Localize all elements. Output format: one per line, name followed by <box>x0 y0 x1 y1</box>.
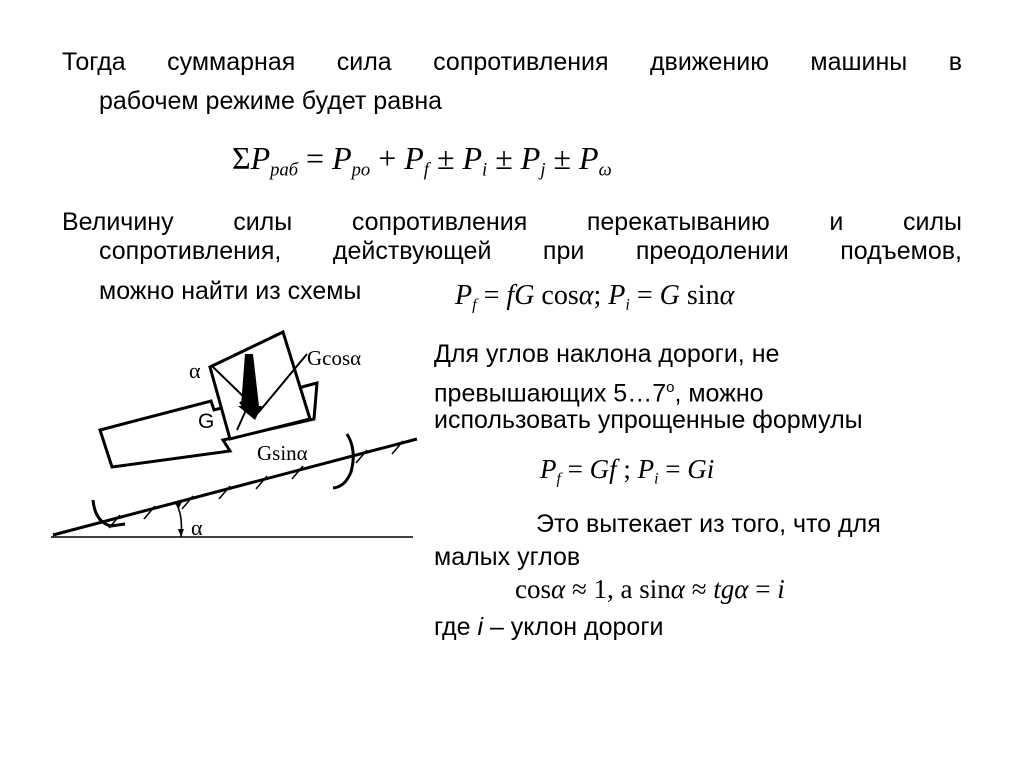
paragraph-3-line-3: использовать упрощенные формулы <box>434 406 863 434</box>
paragraph-3-line-1: Для углов наклона дороги, не <box>434 340 780 368</box>
formula-pf-pi: $P_f$ = fG cosα; $P_i = G$ sinα <box>455 280 735 314</box>
degree-mark: о <box>666 379 675 396</box>
gcos-label: Gcosα <box>307 346 362 370</box>
paragraph-2-line-3: можно найти из схемы <box>99 277 362 305</box>
paragraph-2-line-1: Величину силы сопротивления перекатыванию и силы <box>62 208 962 236</box>
formula-total-resistance: $\Sigma P_{раб} = P_{ро} + P_f \pm P_i \pm P_j \pm P_\omega$ <box>232 140 612 181</box>
g-label: G <box>198 410 215 433</box>
paragraph-3-line-2: превышающих $5\dots 7^о$, можно <box>434 379 764 408</box>
formula-simplified: $P_f = Gf$ ; $P_i = Gi$ <box>540 454 715 488</box>
paragraph-5: где i – уклон дороги <box>434 613 664 641</box>
gsin-label: Gsinα <box>257 441 308 465</box>
paragraph-4-line-2: малых углов <box>434 543 581 571</box>
slope-force-diagram <box>45 322 465 562</box>
vehicle-cab <box>210 332 310 439</box>
alpha-bottom-label: α <box>191 515 203 540</box>
formula-small-angles: cosα ≈ 1, a sinα ≈ tgα = i <box>515 574 785 604</box>
alpha-top-label: α <box>189 358 201 383</box>
paragraph-2-line-2: сопротивления, действующей при преодолении подъемов, <box>99 237 962 265</box>
angle-arrow-bottom <box>178 529 184 537</box>
paragraph-4-line-1: Это вытекает из того, что для <box>536 510 881 538</box>
slope-symbol: i <box>477 613 483 641</box>
paragraph-1-line-1: Тогда суммарная сила сопротивления движению машины в <box>62 48 962 76</box>
paragraph-1-line-2: рабочем режиме будет равна <box>99 87 443 115</box>
